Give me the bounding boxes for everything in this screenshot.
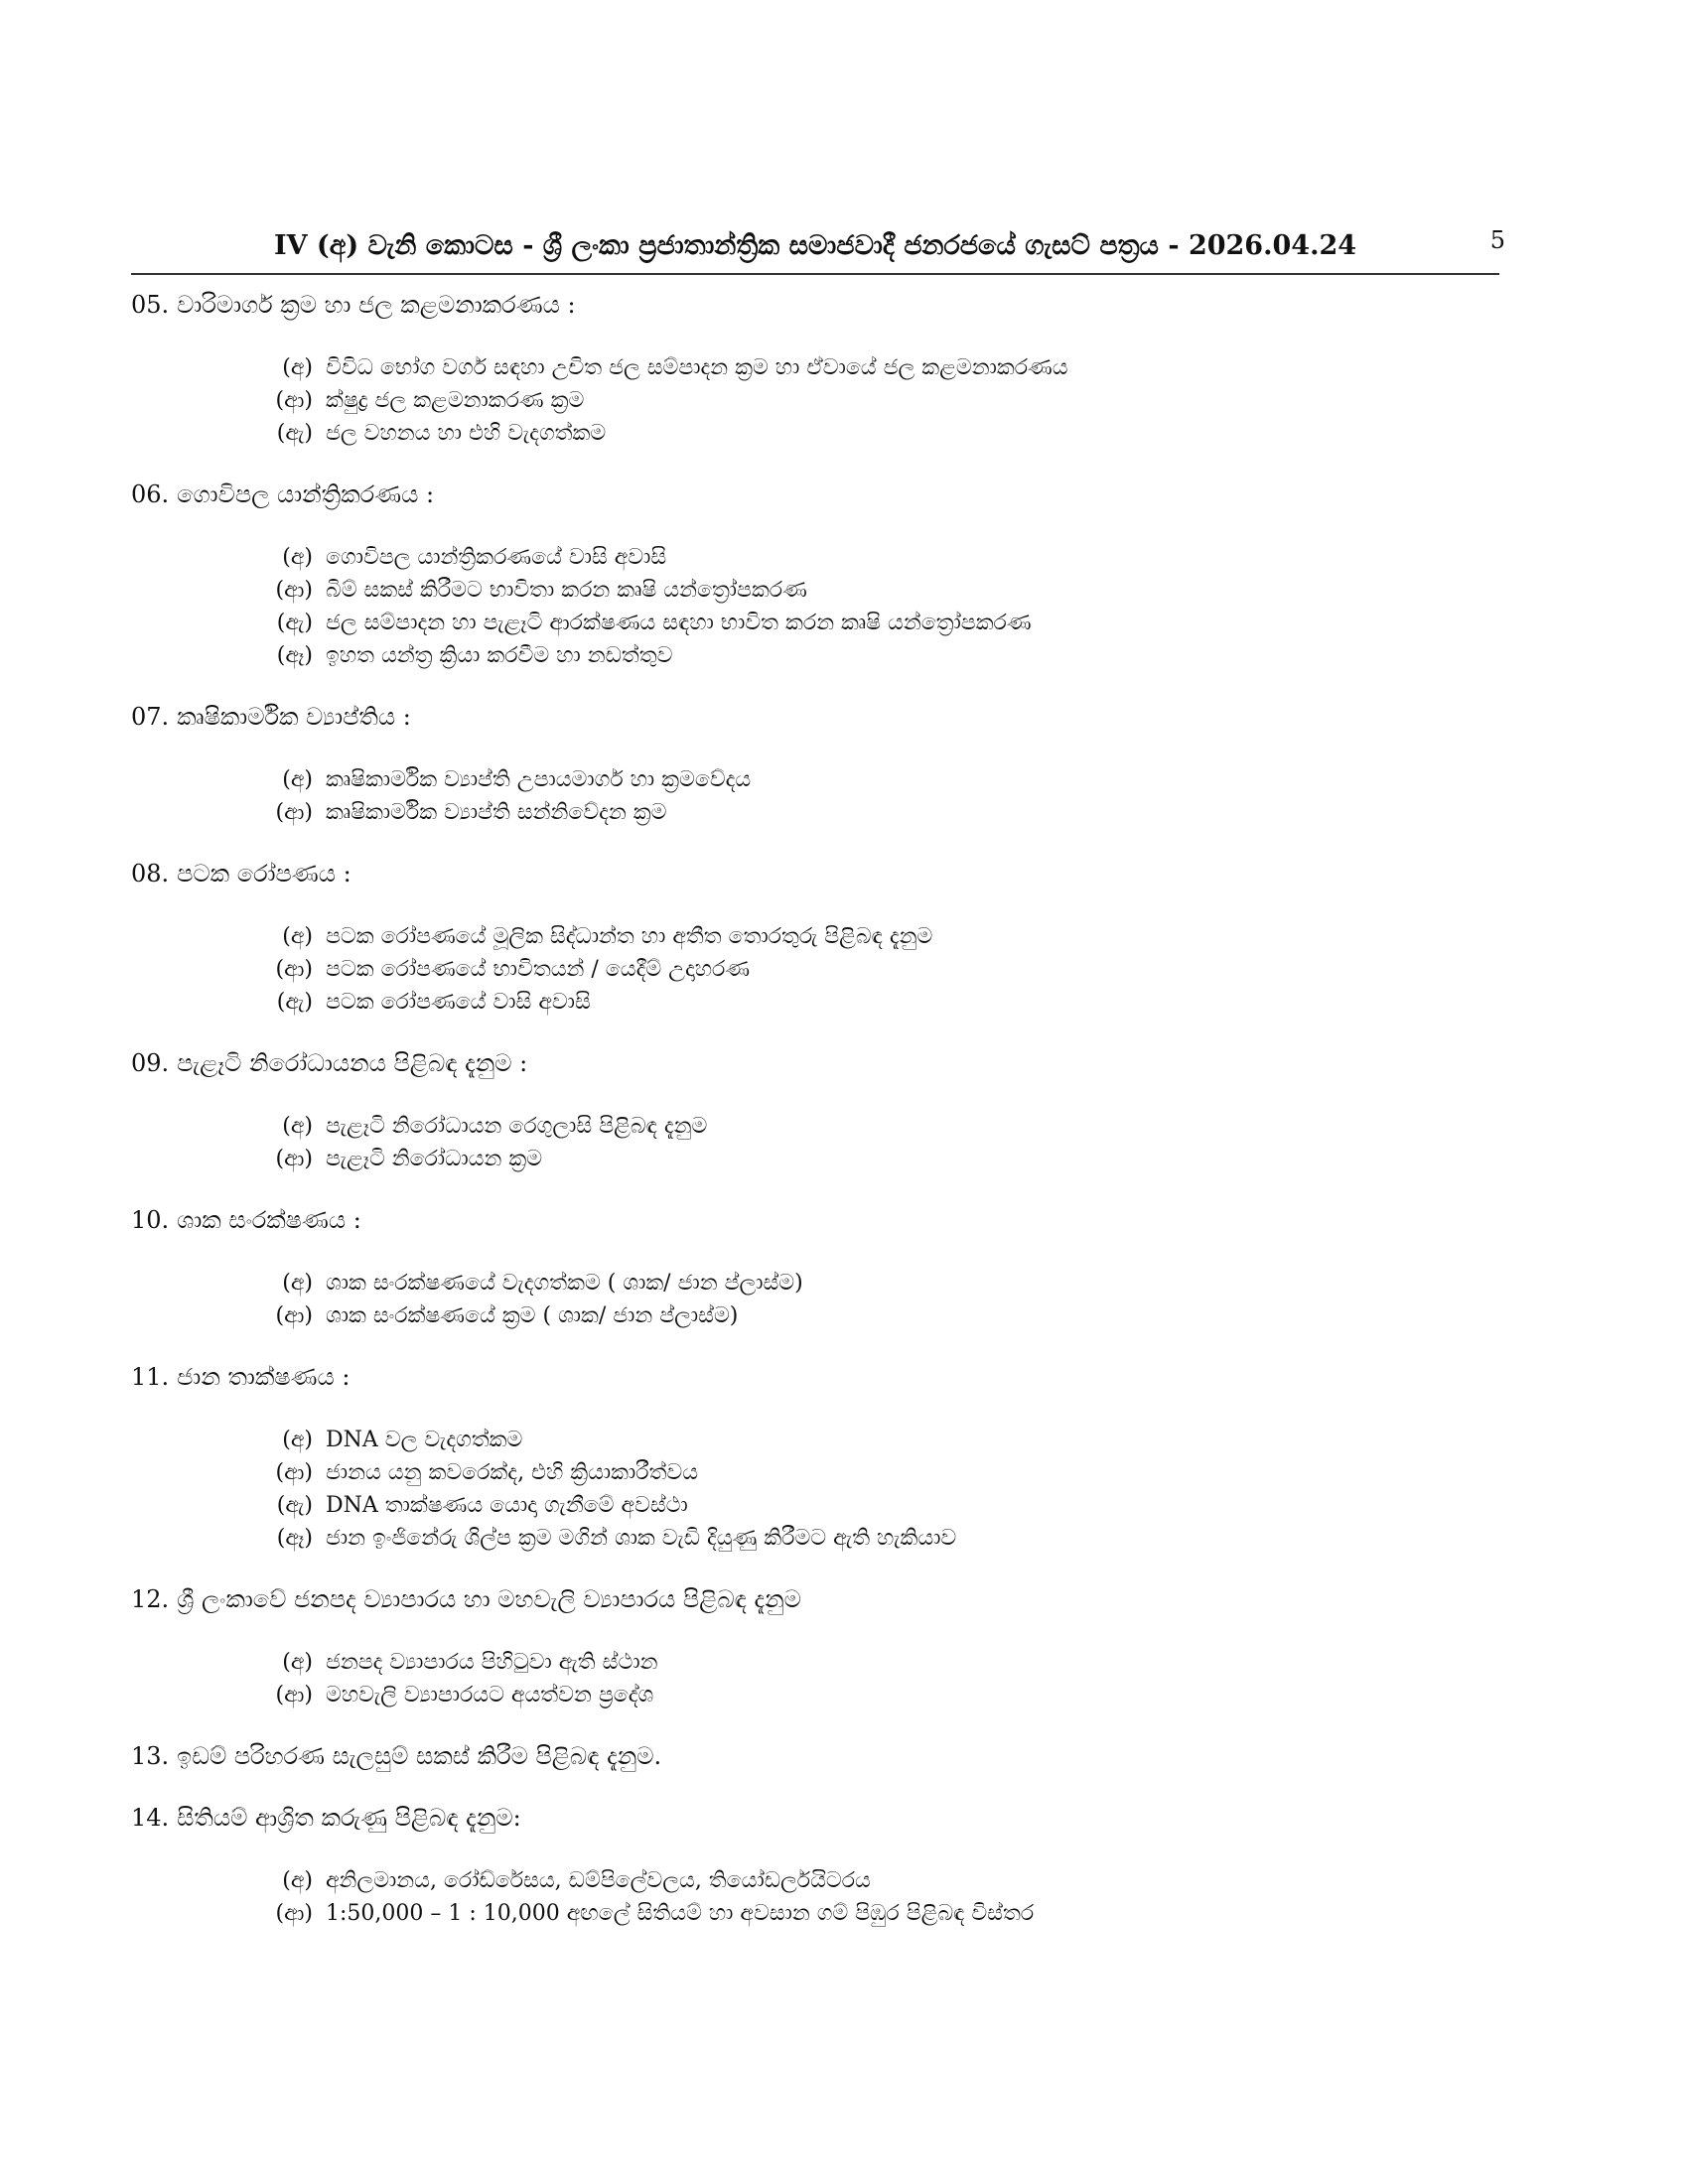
sub-topic-marker: (අ) (282, 1271, 313, 1296)
section-spacer (131, 1175, 1499, 1203)
sub-topic-item (131, 417, 1499, 450)
sub-topic-item (131, 1679, 1499, 1711)
section (131, 478, 1499, 672)
sub-topic-marker: (අ) (282, 1428, 313, 1452)
sub-topic-text: ශාක සංරක්ෂණයේ වැදගත්කම ( ශාක/ ජාන ප්ලාස්ම) (326, 1271, 803, 1296)
page-header (131, 226, 1505, 270)
section-spacer (131, 1332, 1499, 1360)
sub-topic-list (131, 1110, 1499, 1175)
section-title: ඉඩම් පරිහරණ සැලසුම් සකස් කිරීම පිළිබඳ දැනුම. (177, 1742, 662, 1770)
sub-topic-item (131, 763, 1499, 796)
sub-topic-text: ජනපද ව්‍යාපාරය පිහිටුවා ඇති ස්ථාන (326, 1650, 658, 1675)
section-number: 13. (131, 1742, 170, 1770)
section-heading (131, 1801, 1499, 1835)
sub-topic-text: විවිධ භෝග වර්ග සඳහා උචිත ජල සම්පාදන ක්‍රම හා ඒවායේ ජල කළමනාකරණය (326, 355, 1068, 380)
sub-topic-marker: (ඇ) (276, 990, 313, 1015)
sub-topic-item (131, 796, 1499, 829)
header-rule (131, 273, 1499, 275)
section-number: 05. (131, 291, 170, 319)
sub-topic-marker: (ඈ) (276, 643, 313, 668)
sub-topic-marker: (ආ) (275, 578, 313, 603)
sub-topic-marker: (අ) (282, 767, 313, 792)
sub-topic-marker: (ඇ) (276, 421, 313, 446)
sub-topic-list (131, 351, 1499, 450)
sub-topic-marker: (ආ) (275, 1147, 313, 1171)
sub-topic-text: ක්ෂුද්‍ර ජල කළමනාකරණ ක්‍රම (326, 388, 585, 413)
sub-topic-text: DNA වල වැදගත්කම (326, 1428, 523, 1452)
sub-topic-item (131, 1522, 1499, 1555)
sub-topic-item (131, 541, 1499, 574)
header-title: IV (අ) වැනි කොටස - ශ්‍රී ලංකා ප්‍රජාතාන්ත්‍රික සමාජවාදී ජනරජයේ ගැසට් පත්‍රය - 2026.04.24 (273, 230, 1357, 261)
section-heading (131, 1360, 1499, 1394)
sub-topic-marker: (අ) (282, 545, 313, 570)
section-spacer (131, 1019, 1499, 1046)
sub-topic-text: පැළෑටි නිරෝධායන රෙගුලාසි පිළිබඳ දැනුම (326, 1114, 708, 1139)
sub-topic-marker: (අ) (282, 1650, 313, 1675)
section-spacer (131, 829, 1499, 857)
sub-topic-list (131, 1267, 1499, 1332)
section-title: පටක රෝපණය : (177, 860, 352, 887)
sub-topic-item (131, 351, 1499, 384)
section-title: සිතියම් ආශ්‍රිත කරුණු පිළිබඳ දැනුම: (177, 1804, 521, 1832)
section-number: 08. (131, 860, 170, 887)
sub-topic-marker: (ඇ) (276, 1493, 313, 1518)
sub-topic-text: ජල වහනය හා එහි වැදගත්කම (326, 421, 607, 446)
section (131, 1360, 1499, 1555)
section-heading (131, 288, 1499, 322)
section-heading (131, 1046, 1499, 1080)
syllabus-content (131, 288, 1499, 1930)
section-title: කෘෂිකාර්මික ව්‍යාප්තිය : (177, 703, 411, 731)
section-title: ශ්‍රී ලංකාවේ ජනපද ව්‍යාපාරය හා මහවැලි ව්‍යාපාරය පිළිබඳ දැනුම (177, 1585, 801, 1613)
section-title: වාරිමාර්ග ක්‍රම හා ජල කළමනාකරණය : (177, 291, 576, 319)
sub-topic-text: මහවැලි ව්‍යාපාරයට අයත්වන ප්‍රදේශ (326, 1683, 654, 1707)
sub-topic-text: ජල සම්පාදන හා පැළෑටි ආරක්ෂණය සඳහා භාවිත කරන කෘෂි යන්ත්‍රෝපකරණ (326, 611, 1032, 635)
sub-topic-list (131, 1424, 1499, 1555)
sub-topic-text: අනිලමානය, රෝඩ්රේසය, ඩම්පිලේවලය, තියෝඩර්ලයිටරය (326, 1868, 871, 1893)
sub-topic-text: පටක රෝපණයේ වාසි අවාසි (326, 990, 591, 1015)
sub-topic-marker: (ආ) (275, 1303, 313, 1328)
sub-topic-text: ජාන ඉංජිනේරු ශිල්ප ක්‍රම මගින් ශාක වැඩි දියුණු කිරීමට ඇති හැකියාව (326, 1526, 957, 1551)
section-number: 11. (131, 1363, 170, 1391)
sub-topic-marker: (අ) (282, 1868, 313, 1893)
sub-topic-text: බිම් සකස් කිරීමට භාවිතා කරන කෘෂි යන්ත්‍රෝපකරණ (326, 578, 807, 603)
section (131, 1046, 1499, 1175)
sub-topic-marker: (අ) (282, 355, 313, 380)
section-title: ජාන තාක්ෂණය : (177, 1363, 351, 1391)
sub-topic-text: පැළෑටි නිරෝධායන ක්‍රම (326, 1147, 543, 1171)
sub-topic-text: 1:50,000 – 1 : 10,000 අඟලේ සිතියම් හා අවසාන ගම් පිඹුර පිළිබඳ විස්තර (326, 1901, 1035, 1926)
sub-topic-item (131, 1897, 1499, 1930)
section-heading (131, 478, 1499, 511)
sub-topic-list (131, 920, 1499, 1019)
sub-topic-item (131, 1299, 1499, 1332)
sub-topic-text: ඉහත යන්ත්‍ර ක්‍රියා කරවීම හා නඩත්තුව (326, 643, 673, 668)
sub-topic-item (131, 607, 1499, 639)
section (131, 1582, 1499, 1711)
sub-topic-marker: (ආ) (275, 1901, 313, 1926)
section-number: 06. (131, 480, 170, 508)
sub-topic-marker: (ආ) (275, 957, 313, 982)
section-heading (131, 1582, 1499, 1616)
sub-topic-text: DNA තාක්ෂණය යොදා ගැනීමේ අවස්ථා (326, 1493, 688, 1518)
section-heading (131, 700, 1499, 734)
sub-topic-marker: (ආ) (275, 800, 313, 825)
sub-topic-item (131, 1864, 1499, 1897)
section (131, 1739, 1499, 1773)
section-spacer (131, 450, 1499, 478)
sub-topic-item (131, 639, 1499, 672)
section (131, 700, 1499, 829)
section-spacer (131, 1711, 1499, 1739)
sub-topic-list (131, 763, 1499, 829)
sub-topic-text: පටක රෝපණයේ මූලික සිද්ධාන්ත හා අතීත තොරතුරු පිළිබඳ දැනුම (326, 924, 933, 949)
section (131, 857, 1499, 1019)
section (131, 1203, 1499, 1332)
section-heading (131, 1739, 1499, 1773)
sub-topic-item (131, 1456, 1499, 1489)
sub-topic-text: ශාක සංරක්ෂණයේ ක්‍රම ( ශාක/ ජාන ප්ලාස්ම) (326, 1303, 739, 1328)
page-number: 5 (1489, 226, 1505, 254)
sub-topic-text: ජානය යනු කවරෙක්ද, එහි ක්‍රියාකාරීත්වය (326, 1460, 699, 1485)
sub-topic-item (131, 953, 1499, 986)
sub-topic-item (131, 1646, 1499, 1679)
section-title: පැළෑටි නිරෝධායනය පිළිබඳ දැනුම : (177, 1049, 528, 1077)
sub-topic-text: කෘෂිකාර්මික ව්‍යාප්ති සන්නිවේදන ක්‍රම (326, 800, 667, 825)
sub-topic-marker: (ආ) (275, 388, 313, 413)
sub-topic-item (131, 1143, 1499, 1175)
section-spacer (131, 672, 1499, 700)
section (131, 1801, 1499, 1930)
sub-topic-marker: (ඇ) (276, 611, 313, 635)
sub-topic-marker: (අ) (282, 924, 313, 949)
sub-topic-list (131, 541, 1499, 672)
section-number: 12. (131, 1585, 170, 1613)
section-heading (131, 1203, 1499, 1237)
section-number: 07. (131, 703, 170, 731)
section-spacer (131, 1773, 1499, 1801)
sub-topic-item (131, 920, 1499, 953)
sub-topic-list (131, 1646, 1499, 1711)
sub-topic-text: පටක රෝපණයේ භාවිතයන් / යෙදීම් උදාහරණ (326, 957, 751, 982)
sub-topic-marker: (ආ) (275, 1683, 313, 1707)
sub-topic-item (131, 574, 1499, 607)
section-number: 14. (131, 1804, 170, 1832)
section-title: ගොවිපල යාන්ත්‍රිකරණය : (177, 480, 435, 508)
section-number: 09. (131, 1049, 170, 1077)
section-spacer (131, 1555, 1499, 1582)
section-heading (131, 857, 1499, 890)
sub-topic-marker: (ඈ) (276, 1526, 313, 1551)
sub-topic-item (131, 384, 1499, 417)
sub-topic-item (131, 1489, 1499, 1522)
section-number: 10. (131, 1206, 170, 1234)
section-title: ශාක සංරක්ෂණය : (177, 1206, 361, 1234)
sub-topic-item (131, 1424, 1499, 1456)
sub-topic-text: කෘෂිකාර්මික ව්‍යාප්ති උපායමාර්ග හා ක්‍රමවේදය (326, 767, 752, 792)
sub-topic-marker: (ආ) (275, 1460, 313, 1485)
sub-topic-text: ගොවිපල යාන්ත්‍රිකරණයේ වාසි අවාසි (326, 545, 667, 570)
sub-topic-item (131, 1110, 1499, 1143)
section (131, 288, 1499, 450)
sub-topic-item (131, 1267, 1499, 1299)
sub-topic-marker: (අ) (282, 1114, 313, 1139)
sub-topic-item (131, 986, 1499, 1019)
sub-topic-list (131, 1864, 1499, 1930)
